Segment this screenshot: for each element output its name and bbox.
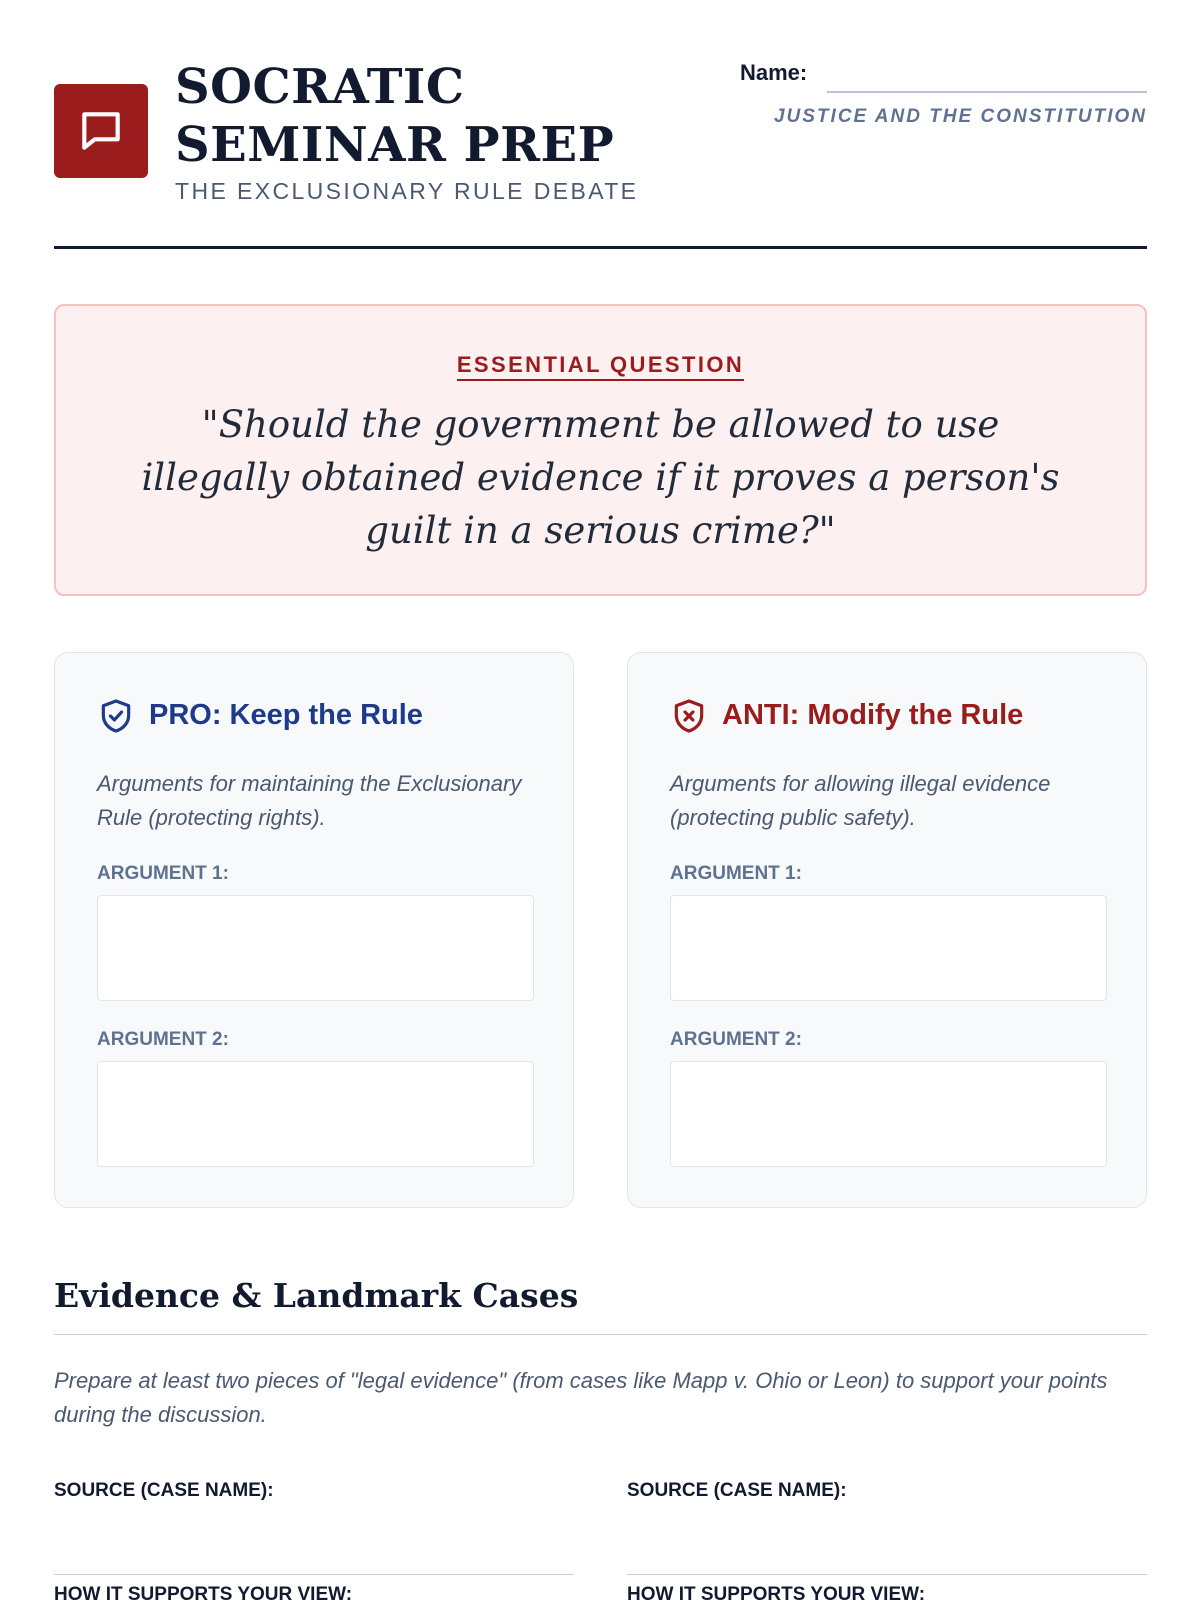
logo	[54, 84, 148, 178]
source-label-right: SOURCE (CASE NAME):	[627, 1480, 847, 1501]
page-subtitle: THE EXCLUSIONARY RULE DEBATE	[175, 178, 639, 204]
pro-panel	[54, 652, 574, 1208]
how-supports-label-right: HOW IT SUPPORTS YOUR VIEW:	[627, 1584, 926, 1600]
essential-question-box	[54, 304, 1147, 596]
shield-check-icon	[97, 697, 135, 735]
name-label: Name:	[740, 60, 808, 85]
anti-panel	[627, 652, 1147, 1208]
pro-description: Arguments for maintaining the Exclusionary Rule (protecting rights).	[97, 771, 522, 830]
pro-argument-2-field[interactable]	[97, 1061, 534, 1167]
unit-label: JUSTICE AND THE CONSTITUTION	[773, 106, 1147, 127]
how-supports-label-left: HOW IT SUPPORTS YOUR VIEW:	[54, 1584, 353, 1600]
evidence-instructions: Prepare at least two pieces of "legal evidence" (from cases like Mapp v. Ohio or Leon) to support your points during the discussion.	[54, 1368, 1108, 1427]
pro-argument-1-field[interactable]	[97, 895, 534, 1001]
anti-argument-1-label: ARGUMENT 1:	[670, 863, 802, 884]
anti-heading: ANTI: Modify the Rule	[722, 699, 1024, 731]
source-label-left: SOURCE (CASE NAME):	[54, 1480, 274, 1501]
anti-argument-1-field[interactable]	[670, 895, 1107, 1001]
page-title: SOCRATIC SEMINAR PREP	[175, 59, 615, 173]
pro-heading: PRO: Keep the Rule	[149, 699, 423, 731]
source-field-right[interactable]	[627, 1574, 1147, 1575]
essential-question-text: "Should the government be allowed to use illegally obtained evidence if it proves a person's guilt in a serious crime?"	[141, 403, 1060, 552]
evidence-divider	[54, 1334, 1147, 1335]
shield-x-icon	[670, 697, 708, 735]
anti-argument-2-label: ARGUMENT 2:	[670, 1029, 802, 1050]
name-field[interactable]	[827, 91, 1147, 93]
worksheet-header	[54, 58, 1147, 248]
anti-argument-2-field[interactable]	[670, 1061, 1107, 1167]
evidence-section-title: Evidence & Landmark Cases	[54, 1276, 579, 1315]
source-field-left[interactable]	[54, 1574, 574, 1575]
essential-question-label: ESSENTIAL QUESTION	[56, 352, 1145, 378]
speech-bubble-icon	[76, 106, 126, 156]
pro-argument-2-label: ARGUMENT 2:	[97, 1029, 229, 1050]
pro-argument-1-label: ARGUMENT 1:	[97, 863, 229, 884]
anti-description: Arguments for allowing illegal evidence (protecting public safety).	[670, 771, 1051, 830]
header-divider	[54, 246, 1147, 249]
